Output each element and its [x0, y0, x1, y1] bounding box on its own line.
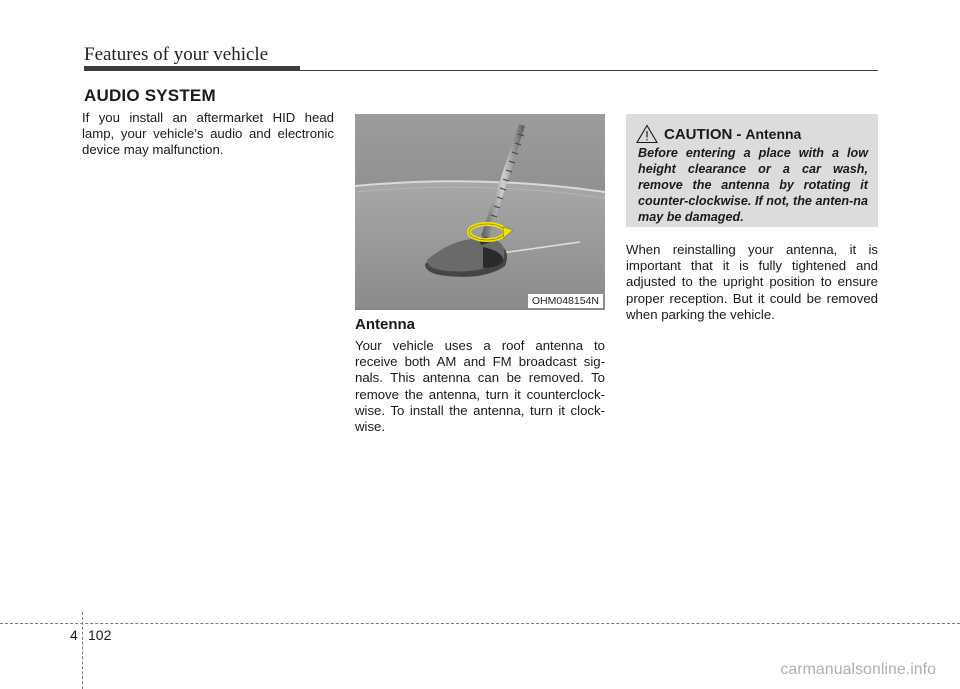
caution-topic: Antenna — [745, 126, 802, 142]
antenna-paragraph: Your vehicle uses a roof antenna to receive both AM and FM broadcast sig-nals. This antenna can be removed. To remove the antenna, turn it counterclock-wise. To install the antenna, turn it clock-wise. — [355, 338, 605, 435]
footer-divider — [82, 612, 83, 689]
watermark: carmanualsonline.info — [780, 661, 936, 678]
reinstall-paragraph: When reinstalling your antenna, it is important that it is fully tightened and adjusted to the upright position to ensure proper reception. But it could be removed when parking the vehicle. — [626, 242, 878, 322]
header-rule-thin — [300, 70, 878, 71]
chapter-number: 4 — [70, 627, 78, 643]
figure-code-label: OHM048154N — [528, 294, 603, 308]
intro-paragraph: If you install an aftermarket HID head lamp, your vehicle’s audio and electronic device may malfunction. — [82, 110, 334, 158]
caution-box — [626, 114, 878, 227]
warning-triangle-icon — [636, 124, 658, 144]
antenna-heading: Antenna — [355, 316, 415, 333]
antenna-figure — [355, 114, 605, 310]
section-heading: AUDIO SYSTEM — [84, 86, 216, 105]
caution-separator: - — [736, 125, 742, 143]
caution-word: CAUTION — [664, 125, 733, 143]
footer-rule — [0, 623, 960, 624]
header-rule-thick — [84, 66, 300, 71]
page-number: 102 — [88, 627, 112, 643]
page-header-title: Features of your vehicle — [84, 44, 269, 65]
caution-text: Before entering a place with a low height clearance or a car wash, remove the antenna by rotating it counter-clockwise. If not, the anten-na may be damaged. — [638, 146, 868, 224]
caution-title — [636, 124, 801, 144]
antenna-illustration — [355, 114, 605, 310]
